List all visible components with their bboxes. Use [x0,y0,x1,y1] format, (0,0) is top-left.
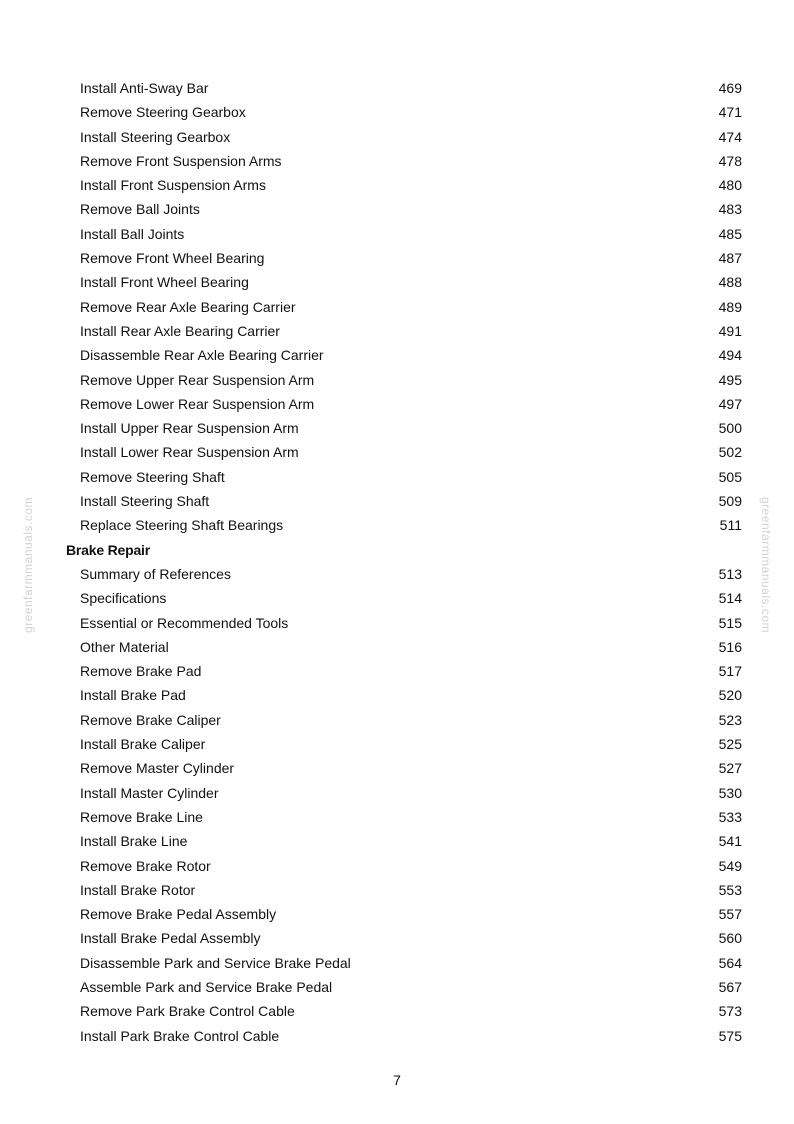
entry-title: Other Material [80,638,169,655]
toc-entry[interactable] [0,829,794,853]
section-title: Brake Repair [66,541,150,558]
toc-entry[interactable] [0,562,794,586]
entry-page-number: 502 [718,444,742,461]
entry-title: Summary of References [80,565,231,582]
entry-title: Install Brake Pedal Assembly [80,930,261,947]
entry-page-number: 560 [718,930,742,947]
entry-title: Remove Brake Caliper [80,711,221,728]
toc-entry[interactable] [0,319,794,343]
toc-entry[interactable] [0,586,794,610]
entry-title: Install Brake Line [80,833,188,850]
entry-title: Install Steering Shaft [80,493,210,510]
toc-entry[interactable] [0,368,794,392]
entry-page-number: 520 [718,687,742,704]
entry-page-number: 495 [718,371,742,388]
entry-page-number: 474 [718,128,742,145]
entry-page-number: 541 [718,833,742,850]
entry-title: Remove Steering Shaft [80,468,225,485]
entry-page-number: 511 [719,517,742,534]
toc-entry[interactable] [0,781,794,805]
toc-entry[interactable] [0,125,794,149]
toc-entry[interactable] [0,76,794,100]
entry-page-number: 530 [718,784,742,801]
entry-page-number: 575 [718,1027,742,1044]
entry-title: Install Brake Rotor [80,881,196,898]
toc-entry[interactable] [0,659,794,683]
entry-page-number: 527 [718,760,742,777]
entry-page-number: 500 [718,420,742,437]
toc-entry[interactable] [0,465,794,489]
entry-title: Replace Steering Shaft Bearings [80,517,284,534]
entry-title: Install Ball Joints [80,225,185,242]
entry-title: Remove Front Wheel Bearing [80,250,265,267]
toc-entry[interactable] [0,975,794,999]
toc-entry[interactable] [0,902,794,926]
entry-title: Install Front Suspension Arms [80,177,266,194]
toc-entry[interactable] [0,246,794,270]
entry-page-number: 480 [718,177,742,194]
toc-entry[interactable] [0,878,794,902]
toc-entry[interactable] [0,999,794,1023]
entry-page-number: 557 [718,906,742,923]
toc-entry[interactable] [0,173,794,197]
entry-title: Install Brake Pad [80,687,186,704]
toc-entry[interactable] [0,926,794,950]
entry-title: Remove Ball Joints [80,201,200,218]
page-number: 7 [393,1072,401,1088]
toc-entry[interactable] [0,197,794,221]
entry-title: Remove Brake Pedal Assembly [80,906,277,923]
entry-title: Essential or Recommended Tools [80,614,289,631]
entry-title: Install Lower Rear Suspension Arm [80,444,299,461]
entry-page-number: 489 [718,298,742,315]
toc-entry[interactable] [0,100,794,124]
entry-page-number: 494 [718,347,742,364]
entry-page-number: 525 [718,736,742,753]
entry-page-number: 573 [718,1003,742,1020]
toc-entry[interactable] [0,440,794,464]
toc-entry[interactable] [0,732,794,756]
entry-title: Remove Front Suspension Arms [80,152,282,169]
toc-entry[interactable] [0,635,794,659]
entry-page-number: 567 [718,978,742,995]
entry-page-number: 516 [718,638,742,655]
toc-entry[interactable] [0,854,794,878]
entry-page-number: 485 [718,225,742,242]
entry-title: Remove Steering Gearbox [80,104,246,121]
entry-title: Install Rear Axle Bearing Carrier [80,322,280,339]
entry-page-number: 564 [718,954,742,971]
entry-page-number: 549 [718,857,742,874]
table-of-contents [0,76,794,1048]
entry-title: Remove Brake Line [80,808,203,825]
entry-title: Install Park Brake Control Cable [80,1027,280,1044]
entry-title: Remove Brake Pad [80,663,202,680]
entry-page-number: 515 [718,614,742,631]
entry-title: Assemble Park and Service Brake Pedal [80,978,333,995]
entry-page-number: 487 [718,250,742,267]
entry-page-number: 514 [718,590,742,607]
toc-entry[interactable] [0,149,794,173]
entry-page-number: 517 [718,663,742,680]
entry-title: Remove Rear Axle Bearing Carrier [80,298,296,315]
entry-title: Remove Upper Rear Suspension Arm [80,371,315,388]
entry-page-number: 553 [718,881,742,898]
entry-title: Install Brake Caliper [80,736,206,753]
entry-page-number: 488 [718,274,742,291]
entry-title: Install Upper Rear Suspension Arm [80,420,299,437]
toc-entry[interactable] [0,708,794,732]
toc-entry[interactable] [0,489,794,513]
entry-page-number: 513 [718,565,742,582]
entry-page-number: 505 [718,468,742,485]
toc-entry[interactable] [0,756,794,780]
entry-page-number: 469 [718,80,742,96]
watermark-right: greenfarmmanuals.com [759,496,773,634]
entry-page-number: 497 [718,395,742,412]
entry-title: Remove Master Cylinder [80,760,235,777]
entry-title: Install Steering Gearbox [80,128,231,145]
toc-entry[interactable] [0,805,794,829]
entry-title: Install Front Wheel Bearing [80,274,249,291]
toc-entry[interactable] [0,295,794,319]
entry-title: Remove Brake Rotor [80,857,211,874]
entry-page-number: 523 [718,711,742,728]
entry-page-number: 491 [718,322,742,339]
entry-page-number: 533 [718,808,742,825]
toc-entry[interactable] [0,343,794,367]
toc-section-heading [0,538,794,562]
watermark-left: greenfarmmanuals.com [21,496,35,634]
entry-page-number: 509 [718,493,742,510]
toc-entry[interactable] [0,683,794,707]
entry-title: Install Anti-Sway Bar [80,80,209,96]
entry-title: Remove Lower Rear Suspension Arm [80,395,315,412]
entry-title: Specifications [80,590,167,607]
toc-entry[interactable] [0,513,794,537]
entry-page-number: 483 [718,201,742,218]
entry-page-number: 478 [718,152,742,169]
entry-title: Remove Park Brake Control Cable [80,1003,295,1020]
entry-title: Install Master Cylinder [80,784,219,801]
toc-entry[interactable] [0,951,794,975]
entry-page-number: 471 [718,104,742,121]
toc-entry[interactable] [0,270,794,294]
entry-title: Disassemble Rear Axle Bearing Carrier [80,347,324,364]
toc-entry[interactable] [0,611,794,635]
toc-entry[interactable] [0,222,794,246]
toc-entry[interactable] [0,392,794,416]
entry-title: Disassemble Park and Service Brake Pedal [80,954,351,971]
toc-entry[interactable] [0,416,794,440]
toc-entry[interactable] [0,1024,794,1048]
